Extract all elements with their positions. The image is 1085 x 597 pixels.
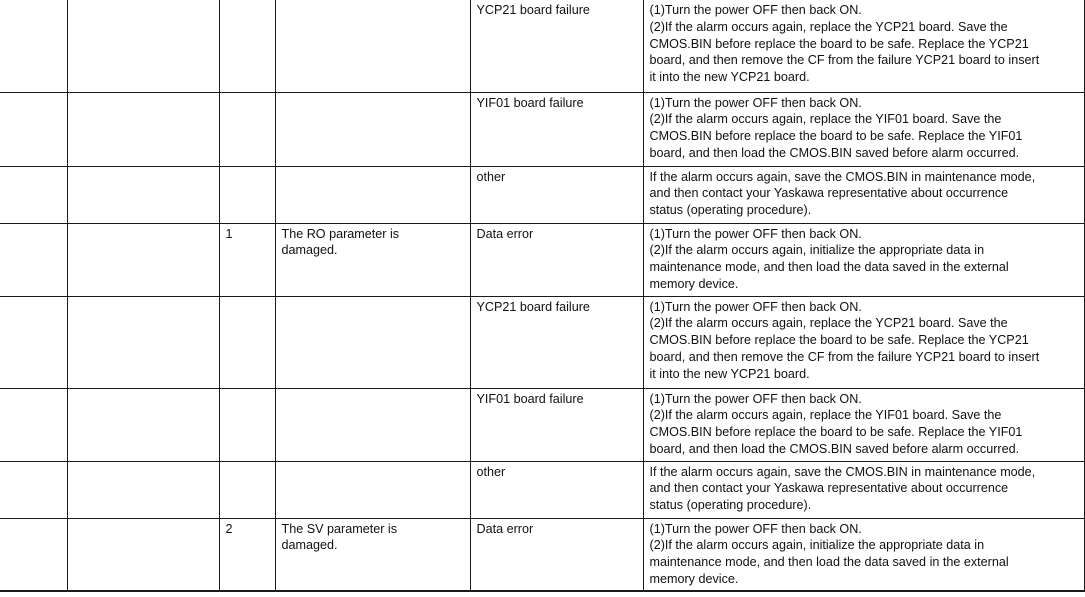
cause-cell: Data error bbox=[470, 223, 643, 296]
alarm-number-cell bbox=[0, 223, 67, 296]
alarm-name-cell bbox=[67, 166, 219, 223]
cause-cell: other bbox=[470, 461, 643, 518]
cause-cell: YCP21 board failure bbox=[470, 0, 643, 92]
cause-cell: YIF01 board failure bbox=[470, 92, 643, 166]
remedy-cell: (1)Turn the power OFF then back ON. (2)If the alarm occurs again, initialize the appropriate data in maintenance mode, and then load the data saved in the external memory device. bbox=[643, 518, 1084, 591]
cause-cell: other bbox=[470, 166, 643, 223]
table-row bbox=[0, 0, 1084, 92]
alarm-number-cell bbox=[0, 166, 67, 223]
table-row bbox=[0, 388, 1084, 461]
table-row bbox=[0, 461, 1084, 518]
alarm-name-cell bbox=[67, 461, 219, 518]
cause-cell: YIF01 board failure bbox=[470, 388, 643, 461]
alarm-name-cell bbox=[67, 223, 219, 296]
sub-code-cell: 2 bbox=[219, 518, 275, 591]
sub-code-cell bbox=[219, 461, 275, 518]
sub-code-cell bbox=[219, 92, 275, 166]
sub-code-cell: 1 bbox=[219, 223, 275, 296]
remedy-cell: (1)Turn the power OFF then back ON. (2)If the alarm occurs again, initialize the appropriate data in maintenance mode, and then load the data saved in the external memory device. bbox=[643, 223, 1084, 296]
remedy-cell: (1)Turn the power OFF then back ON. (2)If the alarm occurs again, replace the YIF01 board. Save the CMOS.BIN before replace the board to be safe. Replace the YIF01 board, and then load the CMOS.BIN saved before alarm occurred. bbox=[643, 92, 1084, 166]
meaning-cell bbox=[275, 0, 470, 92]
table-row bbox=[0, 166, 1084, 223]
alarm-number-cell bbox=[0, 296, 67, 388]
meaning-cell bbox=[275, 92, 470, 166]
sub-code-cell bbox=[219, 166, 275, 223]
meaning-cell bbox=[275, 461, 470, 518]
alarm-number-cell bbox=[0, 461, 67, 518]
alarm-name-cell bbox=[67, 518, 219, 591]
alarm-name-cell bbox=[67, 92, 219, 166]
alarm-number-cell bbox=[0, 0, 67, 92]
cause-cell: Data error bbox=[470, 518, 643, 591]
table-row bbox=[0, 296, 1084, 388]
alarm-number-cell bbox=[0, 518, 67, 591]
table-row bbox=[0, 518, 1084, 591]
alarm-number-cell bbox=[0, 92, 67, 166]
remedy-cell: (1)Turn the power OFF then back ON. (2)If the alarm occurs again, replace the YCP21 board. Save the CMOS.BIN before replace the board to be safe. Replace the YCP21 board, and then remove the CF from the failure YCP21 board to insert it into the new YCP21 board. bbox=[643, 0, 1084, 92]
meaning-cell bbox=[275, 296, 470, 388]
alarm-name-cell bbox=[67, 388, 219, 461]
sub-code-cell bbox=[219, 0, 275, 92]
remedy-cell: If the alarm occurs again, save the CMOS.BIN in maintenance mode, and then contact your Yaskawa representative about occurrence status (operating procedure). bbox=[643, 461, 1084, 518]
cause-cell: YCP21 board failure bbox=[470, 296, 643, 388]
alarm-number-cell bbox=[0, 388, 67, 461]
table-row bbox=[0, 92, 1084, 166]
meaning-cell bbox=[275, 166, 470, 223]
sub-code-cell bbox=[219, 388, 275, 461]
alarm-name-cell bbox=[67, 0, 219, 92]
remedy-cell: (1)Turn the power OFF then back ON. (2)If the alarm occurs again, replace the YCP21 board. Save the CMOS.BIN before replace the board to be safe. Replace the YCP21 board, and then remove the CF from the failure YCP21 board to insert it into the new YCP21 board. bbox=[643, 296, 1084, 388]
table-row bbox=[0, 223, 1084, 296]
alarm-name-cell bbox=[67, 296, 219, 388]
meaning-cell: The RO parameter is damaged. bbox=[275, 223, 470, 296]
remedy-cell: If the alarm occurs again, save the CMOS.BIN in maintenance mode, and then contact your Yaskawa representative about occurrence status (operating procedure). bbox=[643, 166, 1084, 223]
sub-code-cell bbox=[219, 296, 275, 388]
meaning-cell bbox=[275, 388, 470, 461]
remedy-cell: (1)Turn the power OFF then back ON. (2)If the alarm occurs again, replace the YIF01 board. Save the CMOS.BIN before replace the board to be safe. Replace the YIF01 board, and then load the CMOS.BIN saved before alarm occurred. bbox=[643, 388, 1084, 461]
meaning-cell: The SV parameter is damaged. bbox=[275, 518, 470, 591]
